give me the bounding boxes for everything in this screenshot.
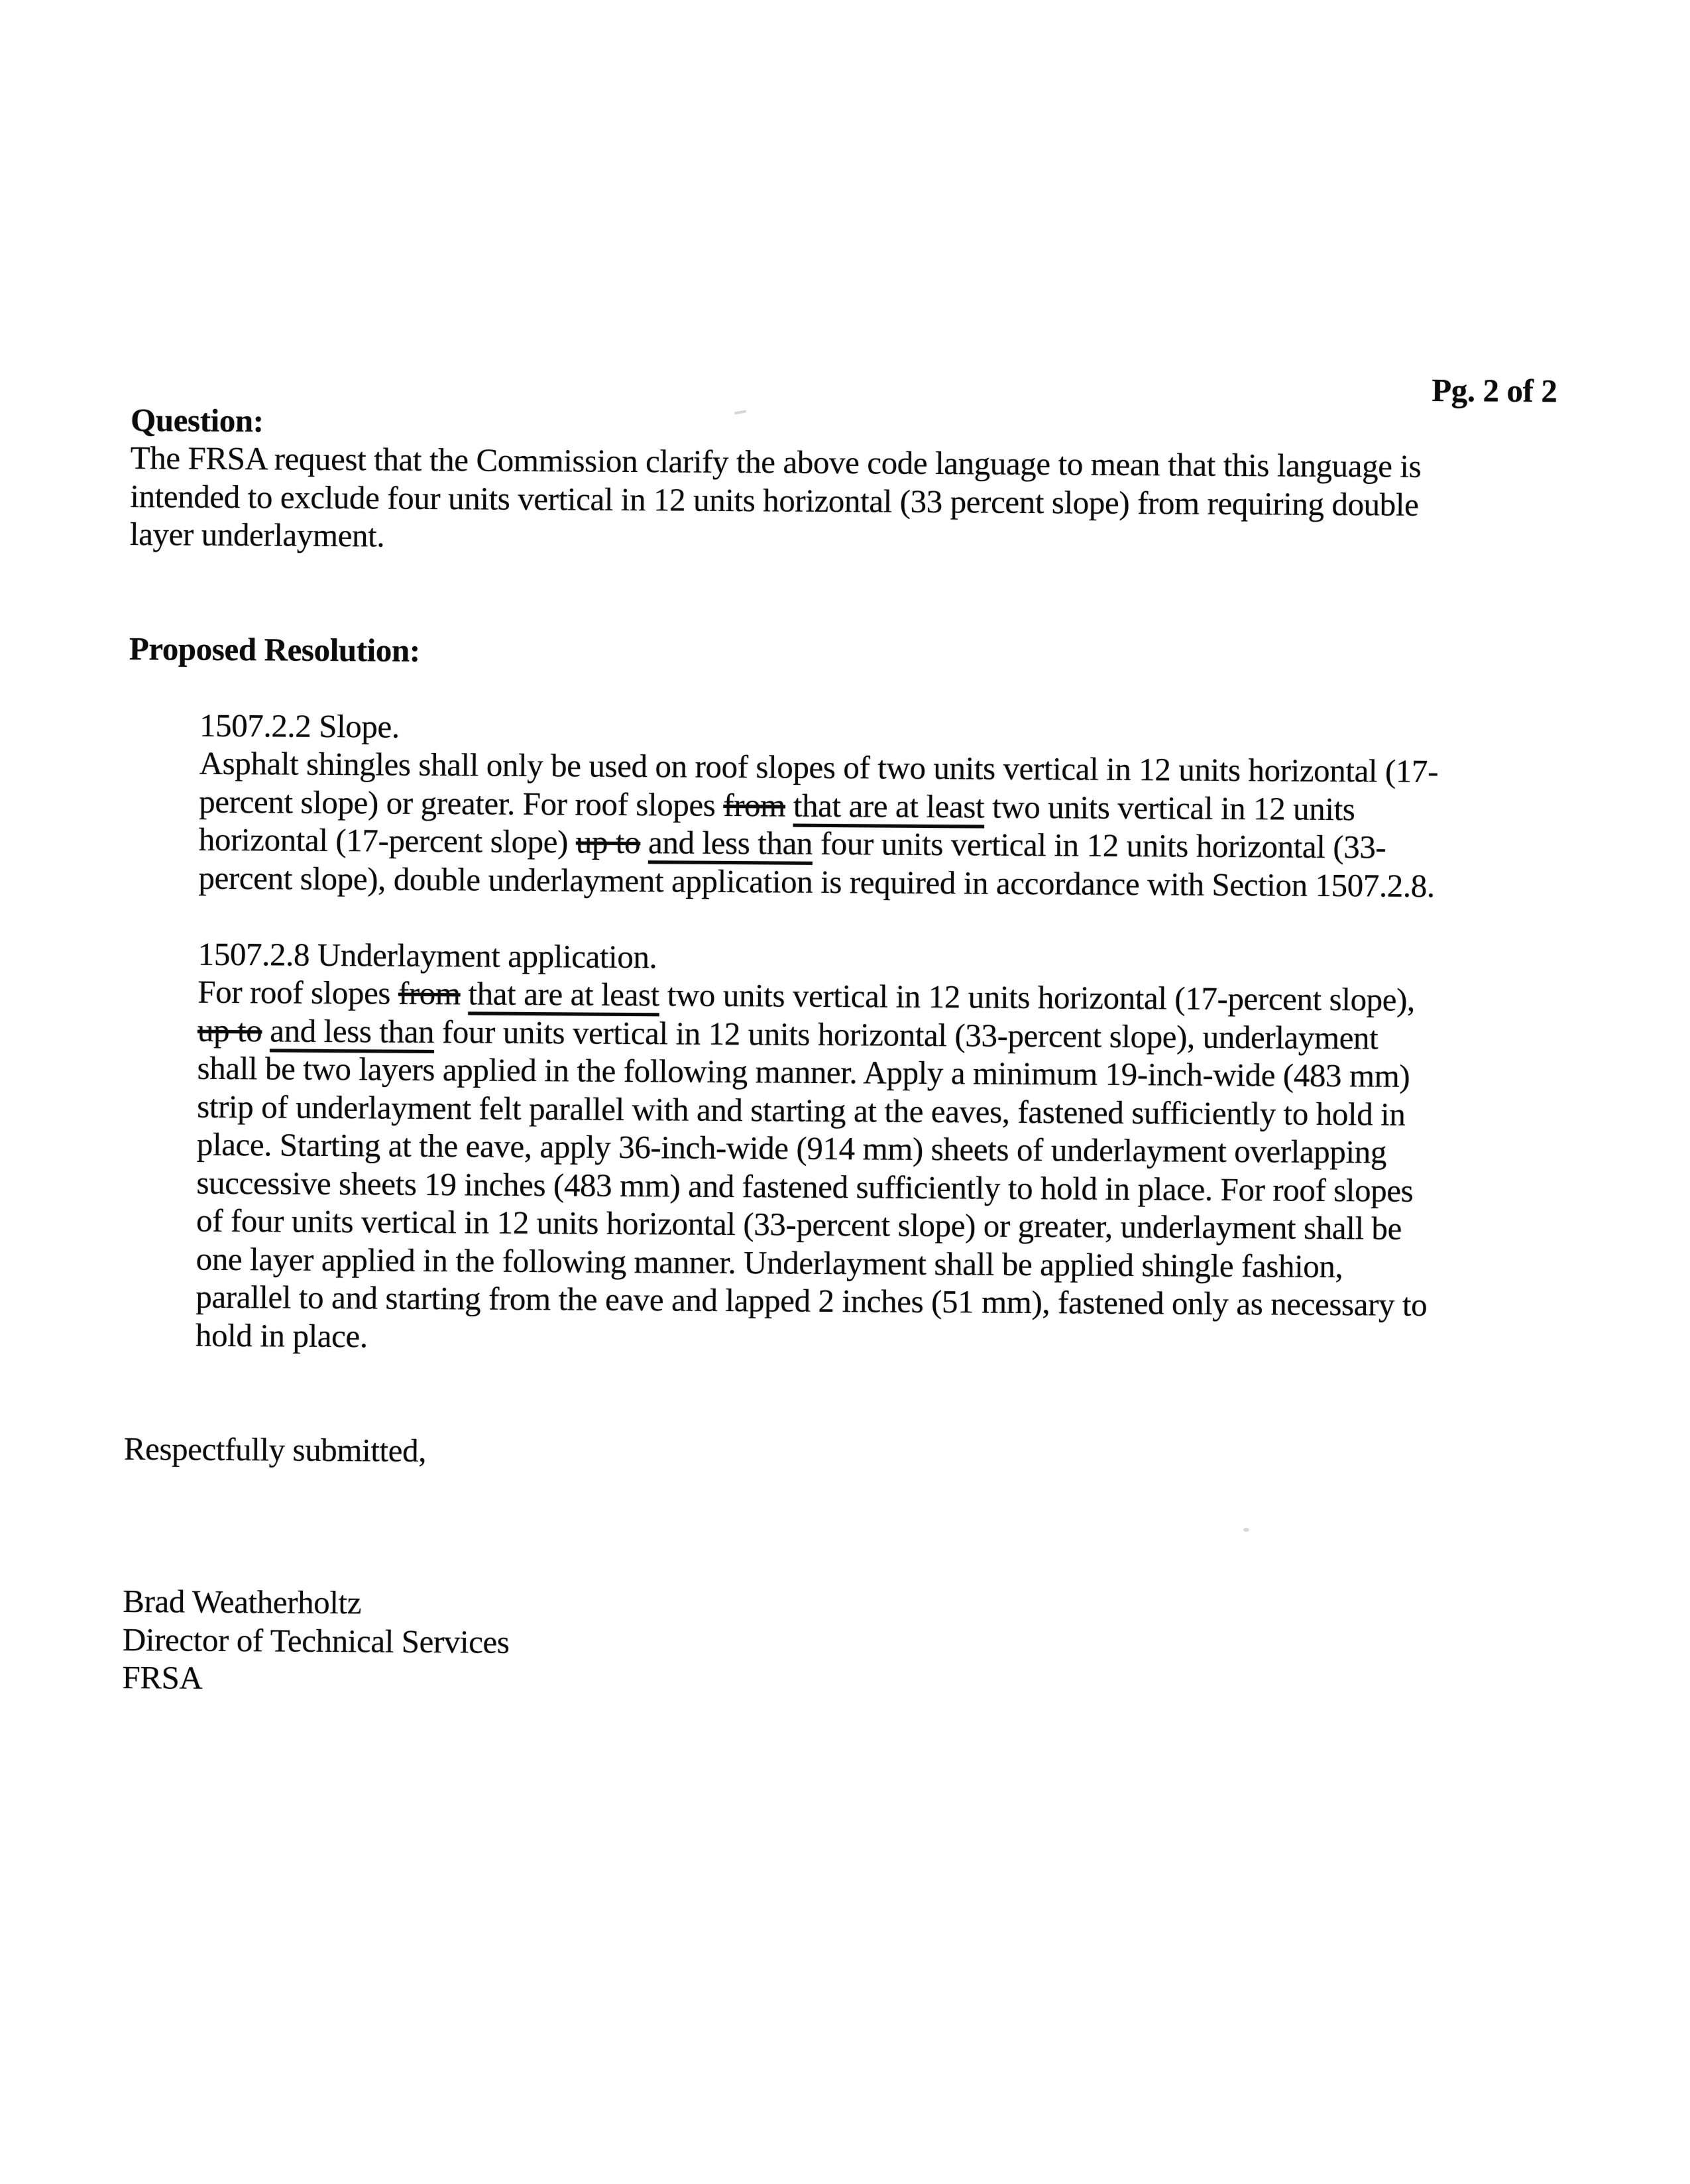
- deleted-text: from: [398, 974, 461, 1012]
- section-1507-2-2-line-1: Asphalt shingles shall only be used on roof slopes of two units vertical in 12 units horizontal (17-: [199, 744, 1439, 790]
- closing-salutation: Respectfully submitted,: [123, 1430, 427, 1469]
- section-1507-2-8-line-5: place. Starting at the eave, apply 36-inch-wide (914 mm) sheets of underlayment overlapping: [196, 1125, 1387, 1171]
- section-1507-2-8-line-7: of four units vertical in 12 units horizontal (33-percent slope) or greater, underlayment shall be: [196, 1202, 1402, 1247]
- inserted-text: that are at least: [793, 787, 985, 825]
- question-line-2: intended to exclude four units vertical in 12 units horizontal (33 percent slope) from requiring double: [130, 477, 1419, 523]
- section-1507-2-2-line-4: percent slope), double underlayment application is required in accordance with Section 1507.2.8.: [198, 859, 1435, 904]
- section-1507-2-8-title: 1507.2.8 Underlayment application.: [197, 935, 657, 975]
- section-1507-2-8-line-4: strip of underlayment felt parallel with and starting at the eaves, fastened sufficiently to hold in: [197, 1088, 1406, 1133]
- code-text: two units vertical in 12 units: [984, 788, 1355, 827]
- code-text: two units vertical in 12 units horizontal (17-percent slope),: [659, 976, 1416, 1018]
- page-number: Pg. 2 of 2: [1432, 372, 1557, 410]
- question-line-3: layer underlayment.: [129, 515, 385, 554]
- deleted-text: from: [723, 786, 786, 824]
- separator: [785, 787, 793, 823]
- code-text: four units vertical in 12 units horizontal (33-: [812, 825, 1386, 866]
- inserted-text: and less than: [648, 824, 813, 862]
- inserted-text: and less than: [270, 1011, 435, 1050]
- separator: [460, 975, 468, 1011]
- code-text: For roof slopes: [197, 973, 399, 1011]
- question-heading: Question:: [130, 401, 264, 439]
- signature-title: Director of Technical Services: [122, 1621, 510, 1660]
- proposed-resolution-heading: Proposed Resolution:: [129, 630, 420, 669]
- separator: [640, 824, 648, 860]
- deleted-text: up to: [197, 1011, 262, 1049]
- section-1507-2-8-line-8: one layer applied in the following manner. Underlayment shall be applied shingle fashion,: [196, 1240, 1343, 1285]
- inserted-text: that are at least: [468, 975, 660, 1013]
- code-text: percent slope) or greater. For roof slopes: [199, 783, 724, 823]
- section-1507-2-8-line-9: parallel to and starting from the eave and lapped 2 inches (51 mm), fastened only as necessary to: [196, 1278, 1428, 1324]
- question-line-1: The FRSA request that the Commission clarify the above code language to mean that this language is: [130, 439, 1422, 485]
- section-1507-2-8-line-3: shall be two layers applied in the following manner. Apply a minimum 19-inch-wide (483 mm): [197, 1049, 1410, 1094]
- signature-name: Brad Weatherholtz: [123, 1582, 362, 1621]
- code-text: horizontal (17-percent slope): [198, 821, 577, 860]
- document-body: [122, 363, 1562, 1706]
- section-1507-2-2-title: 1507.2.2 Slope.: [199, 707, 400, 745]
- separator: [262, 1012, 270, 1049]
- deleted-text: up to: [575, 823, 641, 861]
- section-1507-2-8-line-6: successive sheets 19 inches (483 mm) and fastened sufficiently to hold in place. For roof slopes: [196, 1164, 1414, 1209]
- section-1507-2-8-line-10: hold in place.: [195, 1316, 368, 1354]
- signature-org: FRSA: [122, 1658, 203, 1696]
- code-text: four units vertical in 12 units horizontal (33-percent slope), underlayment: [433, 1013, 1379, 1057]
- scan-speck: [1243, 1528, 1249, 1532]
